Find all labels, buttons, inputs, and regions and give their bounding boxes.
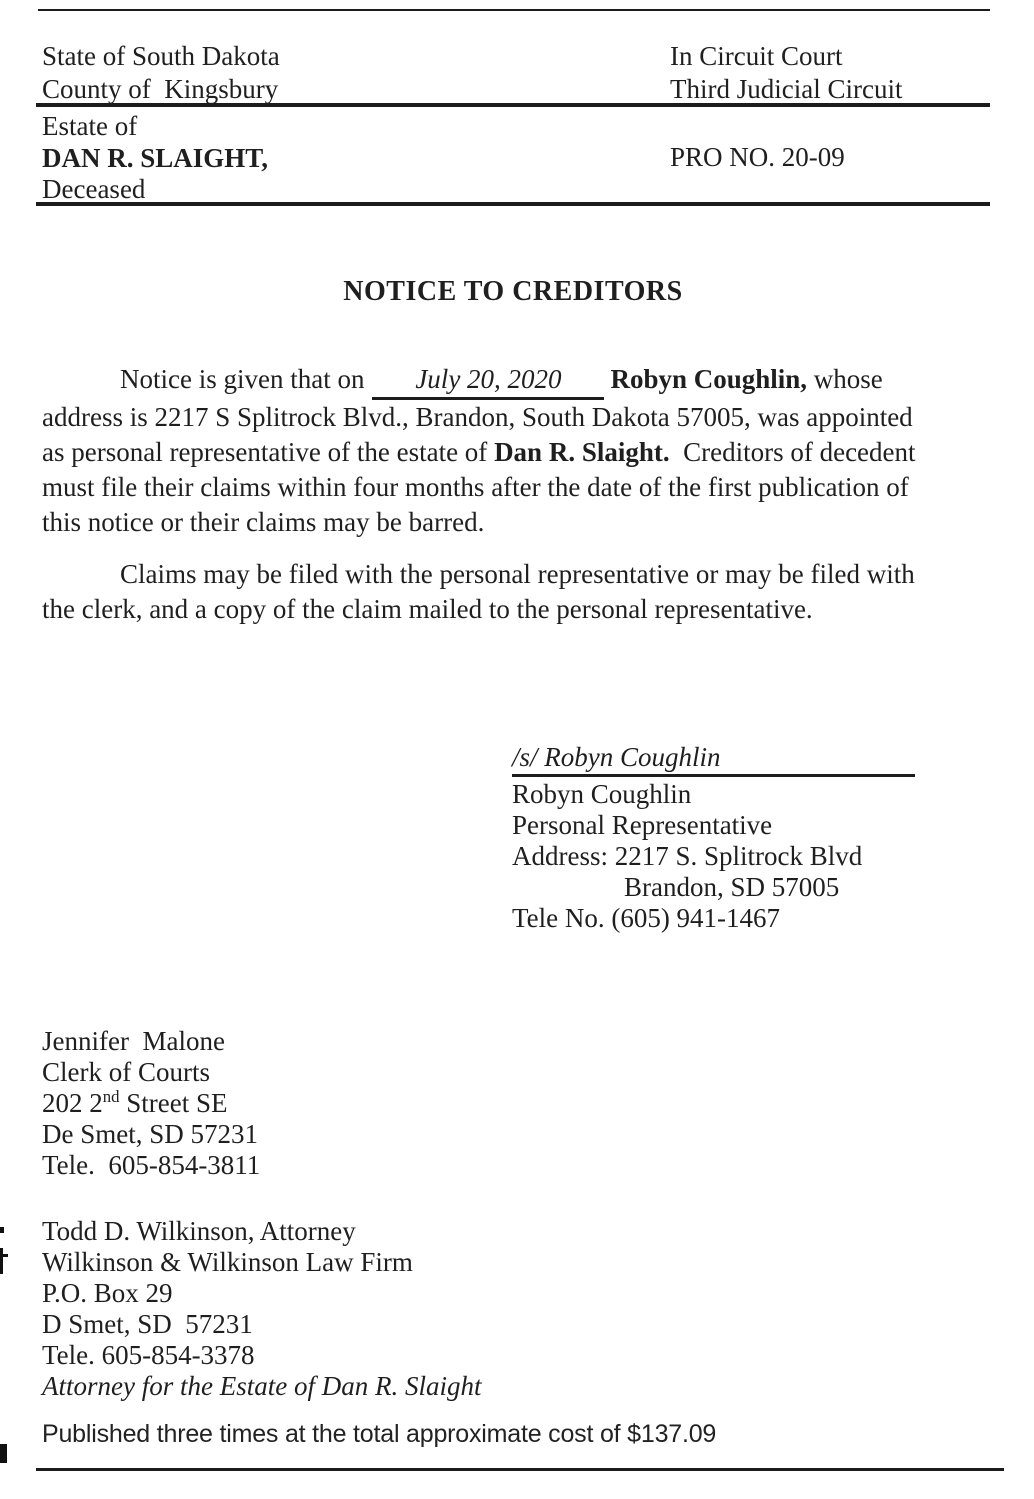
attorney-phone: Tele. 605-854-3378 — [42, 1340, 255, 1370]
circuit-line: Third Judicial Circuit — [670, 74, 903, 104]
top-rule — [38, 9, 990, 11]
signer-role: Personal Representative — [512, 810, 773, 840]
paragraph-claims — [42, 557, 1002, 627]
paragraph-line: the clerk, and a copy of the claim mailed to the personal representative. — [42, 594, 813, 624]
state-line: State of South Dakota — [42, 41, 280, 71]
signer-address-line1: Address: 2217 S. Splitrock Blvd — [512, 841, 863, 871]
decedent-name: DAN R. SLAIGHT, — [42, 142, 269, 173]
bottom-rule — [36, 1468, 1004, 1471]
scan-artifact-glyph — [0, 1254, 8, 1257]
attorney-city: D Smet, SD 57231 — [42, 1309, 253, 1339]
attorney-pobox: P.O. Box 29 — [42, 1278, 173, 1308]
signature-line: /s/ Robyn Coughlin — [512, 742, 915, 777]
clerk-city: De Smet, SD 57231 — [42, 1119, 258, 1149]
header-left — [42, 40, 280, 106]
paragraph-line — [42, 435, 1002, 470]
deceased-line: Deceased — [42, 174, 146, 204]
header-right — [670, 40, 902, 106]
attorney-block — [42, 1216, 481, 1402]
attorney-name: Todd D. Wilkinson, Attorney — [42, 1216, 356, 1246]
estate-of-line: Estate of — [42, 111, 138, 141]
representative-name: Robyn Coughlin, — [610, 364, 808, 394]
paragraph-line: this notice or their claims may be barred. — [42, 507, 485, 537]
notice-title: NOTICE TO CREDITORS — [343, 276, 683, 307]
scan-artifact-dot — [0, 1227, 4, 1233]
signer-address-line2: Brandon, SD 57005 — [624, 872, 840, 902]
p1-line3-pre: as personal representative of the estate of — [42, 437, 495, 467]
signer-phone: Tele No. (605) 941-1467 — [512, 903, 781, 933]
clerk-name: Jennifer Malone — [42, 1026, 225, 1056]
case-number-block — [670, 142, 845, 173]
estate-name-bold: Dan R. Slaight. — [494, 437, 670, 467]
paragraph-line: must file their claims within four months after the date of the first publication of — [42, 472, 909, 502]
paragraph-appointment — [42, 362, 1002, 540]
signer-name: Robyn Coughlin — [512, 779, 692, 809]
court-line: In Circuit Court — [670, 41, 843, 71]
ordinal-suffix: nd — [102, 1087, 120, 1106]
case-number: PRO NO. 20-09 — [670, 142, 845, 172]
clerk-title: Clerk of Courts — [42, 1057, 210, 1087]
publication-cost-line: Published three times at the total approximate cost of $137.09 — [42, 1420, 717, 1448]
scan-artifact-glyph — [0, 1248, 3, 1274]
clerk-phone: Tele. 605-854-3811 — [42, 1150, 261, 1180]
clerk-block — [42, 1026, 260, 1181]
paragraph-line: Claims may be filed with the personal representative or may be filed with — [120, 559, 915, 589]
attorney-role: Attorney for the Estate of Dan R. Slaight — [42, 1371, 482, 1401]
p1-line1-post: whose — [807, 364, 883, 394]
paragraph-line: address is 2217 S Splitrock Blvd., Brandon, South Dakota 57005, was appointed — [42, 402, 913, 432]
estate-caption — [42, 111, 268, 206]
p1-line3-post: Creditors of decedent — [669, 437, 916, 467]
clerk-street: 202 2nd Street SE — [42, 1087, 228, 1118]
attorney-firm: Wilkinson & Wilkinson Law Firm — [42, 1247, 413, 1277]
county-line: County of Kingsbury — [42, 74, 279, 104]
paragraph-line — [42, 362, 1002, 400]
appointment-date-underlined: July 20, 2020 — [372, 362, 604, 400]
signature-block — [512, 742, 915, 934]
p1-prefix: Notice is given that on — [120, 364, 365, 394]
scan-artifact-bar — [0, 1444, 7, 1463]
